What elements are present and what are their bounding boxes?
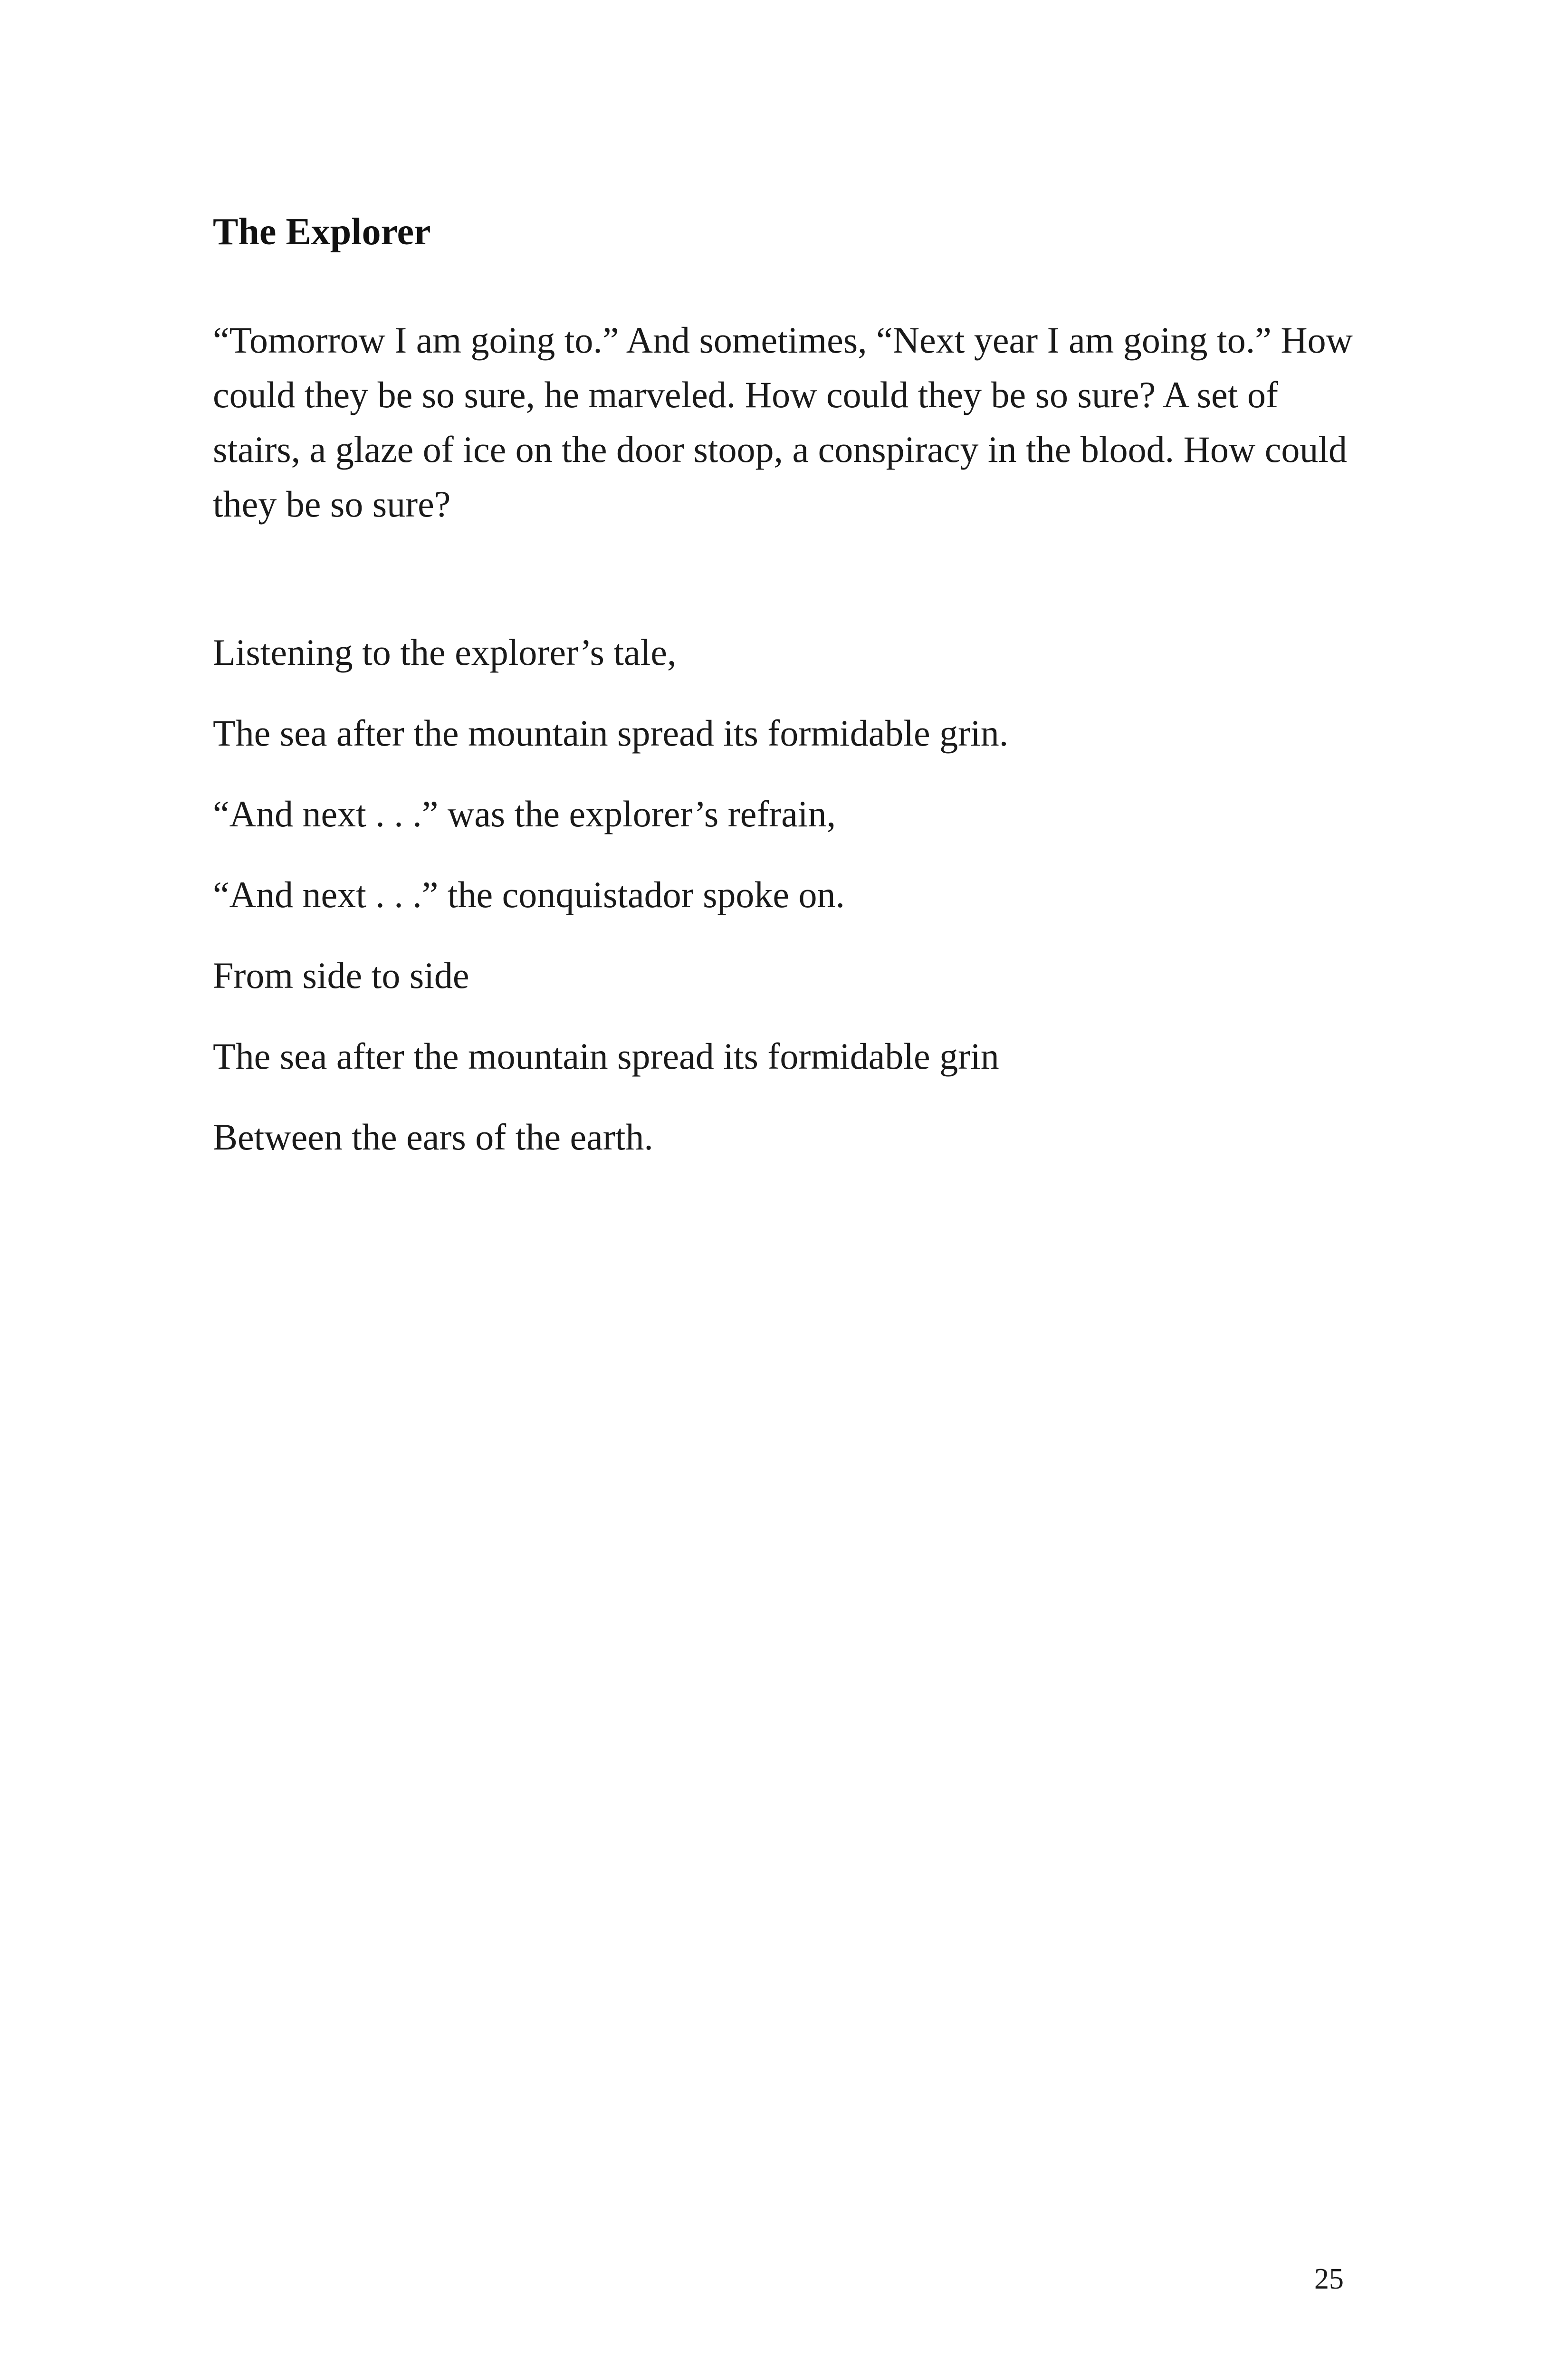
poem-line: The sea after the mountain spread its formidable grin. xyxy=(213,712,1009,754)
poem-line: Between the ears of the earth. xyxy=(213,1116,653,1158)
prose-paragraph: “Tomorrow I am going to.” And sometimes, “Next year I am going to.” How could they be so sure, he marveled. How could they be so sure? A set of stairs, a glaze of ice on the door stoop, a conspiracy in the blood. How could they be so sure? xyxy=(213,319,1353,525)
poem-line: “And next . . .” was the explorer’s refrain, xyxy=(213,793,836,834)
poem-stanza xyxy=(213,626,1008,1192)
poem-line: From side to side xyxy=(213,955,469,996)
poem-line: The sea after the mountain spread its formidable grin xyxy=(213,1035,999,1077)
poem-line: “And next . . .” the conquistador spoke on. xyxy=(213,874,845,915)
poem-title: The Explorer xyxy=(213,211,431,253)
poem-line: Listening to the explorer’s tale, xyxy=(213,632,677,673)
page-number: 25 xyxy=(1314,2263,1344,2295)
